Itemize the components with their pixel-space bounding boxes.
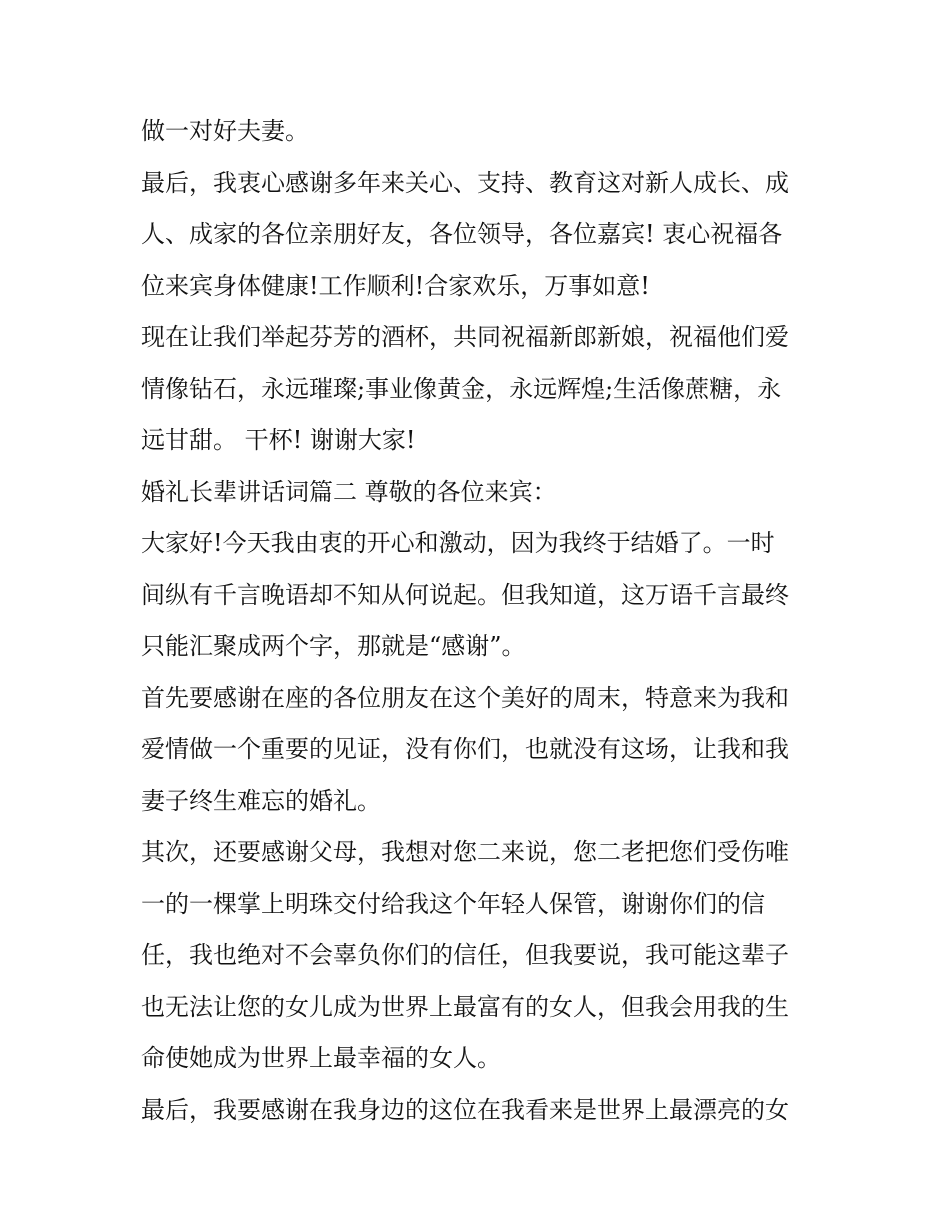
text-line: 位来宾身体健康!工作顺利!合家欢乐，万事如意!	[141, 271, 650, 300]
text-line: 最后，我衷心感谢多年来关心、支持、教育这对新人成长、成	[141, 168, 789, 197]
text-line: 其次，还要感谢父母，我想对您二来说，您二老把您们受伤唯	[141, 838, 789, 866]
text-line: 现在让我们举起芬芳的酒杯，共同祝福新郎新娘，祝福他们爱	[141, 323, 789, 351]
text-line: 首先要感谢在座的各位朋友在这个美好的周末，特意来为我和	[141, 683, 789, 712]
text-line: 情像钻石，永远璀璨;事业像黄金，永远辉煌;生活像蔗糖，永	[141, 374, 782, 403]
text-line: 任，我也绝对不会辜负你们的信任，但我要说，我可能这辈子	[141, 941, 789, 969]
section-heading-line: 婚礼长辈讲话词篇二 尊敬的各位来宾：	[141, 477, 557, 506]
text-line: 做一对好夫妻。	[141, 117, 309, 145]
text-line: 一的一棵掌上明珠交付给我这个年轻人保管，谢谢你们的信	[141, 889, 765, 918]
text-line: 间纵有千言晚语却不知从何说起。但我知道，这万语千言最终	[141, 580, 789, 609]
text-line: 远甘甜。 干杯! 谢谢大家!	[141, 426, 416, 454]
text-line: 人、成家的各位亲朋好友，各位领导，各位嘉宾! 衷心祝福各	[141, 220, 783, 248]
document-body	[141, 106, 831, 1136]
text-line: 大家好!今天我由衷的开心和激动，因为我终于结婚了。一时	[141, 529, 775, 557]
text-line: 只能汇聚成两个字，那就是“感谢”。	[141, 632, 526, 660]
text-line: 命使她成为世界上最幸福的女人。	[141, 1044, 501, 1072]
text-line: 也无法让您的女儿成为世界上最富有的女人，但我会用我的生	[141, 992, 789, 1021]
text-line: 爱情做一个重要的见证，没有你们，也就没有这场，让我和我	[141, 735, 789, 763]
text-line: 最后，我要感谢在我身边的这位在我看来是世界上最漂亮的女	[141, 1095, 789, 1124]
text-line: 妻子终生难忘的婚礼。	[141, 786, 381, 815]
